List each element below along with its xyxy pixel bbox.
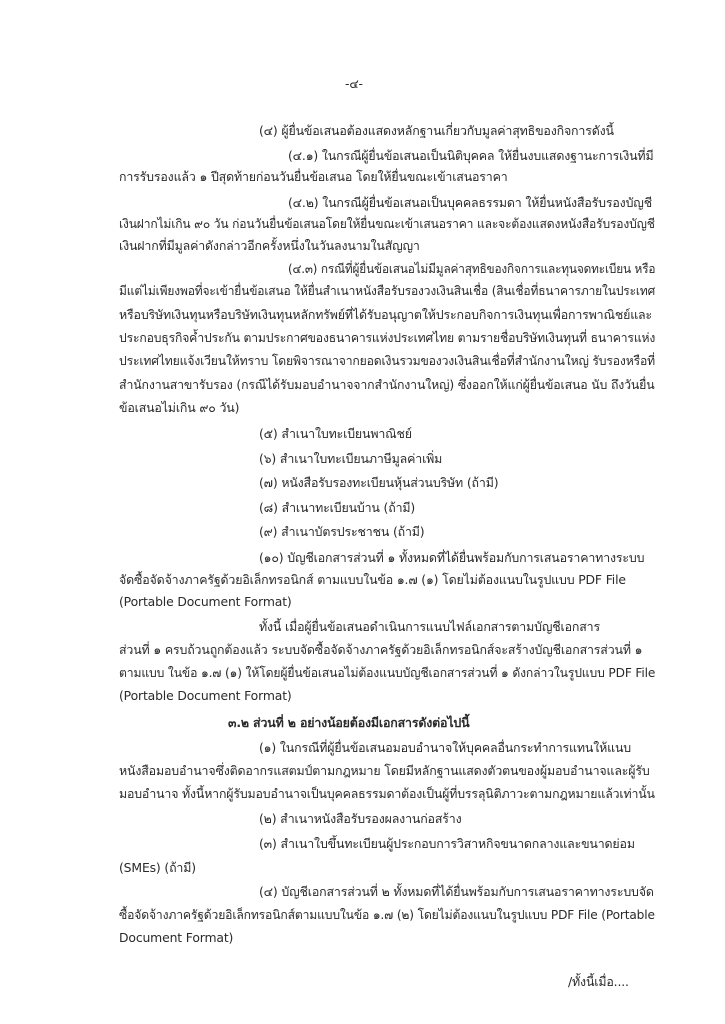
paragraph-line: ส่วนที่ ๑ ครบถ้วนถูกต้องแล้ว ระบบจัดซื้อจัดจ้างภาครัฐด้วยอิเล็กทรอนิกส์จะสร้างบัญชีเอกสารส่วนที่ ๑ <box>119 642 643 657</box>
paragraph-line: ซื้อจัดจ้างภาครัฐด้วยอิเล็กทรอนิกส์ตามแบบในข้อ ๑.๗ (๒) โดยไม่ต้องแนบในรูปแบบ PDF File (Portable <box>119 907 655 922</box>
list-item: (๖) สำเนาใบทะเบียนภาษีมูลค่าเพิ่ม <box>259 451 443 466</box>
paragraph-line: การรับรองแล้ว ๑ ปีสุดท้ายก่อนวันยื่นข้อเสนอ โดยให้ยื่นขณะเข้าเสนอราคา <box>119 169 508 184</box>
paragraph-line: ทั้งนี้ เมื่อผู้ยื่นข้อเสนอดำเนินการแนบไฟล์เอกสารตามบัญชีเอกสาร <box>259 619 600 634</box>
paragraph-line: (๔.๑) ในกรณีผู้ยื่นข้อเสนอเป็นนิติบุคคล ให้ยื่นงบแสดงฐานะการเงินที่มี <box>288 148 654 163</box>
paragraph-line: เงินฝากที่มีมูลค่าดังกล่าวอีกครั้งหนึ่งในวันลงนามในสัญญา <box>119 238 420 253</box>
paragraph-line: (๔.๒) ในกรณีผู้ยื่นข้อเสนอเป็นบุคคลธรรมดา ให้ยื่นหนังสือรับรองบัญชี <box>288 195 652 210</box>
list-item: (๒) สำเนาหนังสือรับรองผลงานก่อสร้าง <box>259 811 462 826</box>
section-heading: ๓.๒ ส่วนที่ ๒ อย่างน้อยต้องมีเอกสารดังต่อไปนี้ <box>228 715 470 730</box>
list-item: (๓) สำเนาใบขึ้นทะเบียนผู้ประกอบการวิสาหกิจขนาดกลางและขนาดย่อม <box>259 836 635 851</box>
paragraph-line: ข้อเสนอไม่เกิน ๙๐ วัน) <box>119 400 240 415</box>
paragraph-line: ประกอบธุรกิจค้ำประกัน ตามประกาศของธนาคารแห่งประเทศไทย ตามรายชื่อบริษัทเงินทุนที่ ธนาคารแห่ง <box>119 330 656 345</box>
paragraph-line: หนังสือมอบอำนาจซึ่งติดอากรแสตมป์ตามกฎหมาย โดยมีหลักฐานแสดงตัวตนของผู้มอบอำนาจและผู้รับ <box>119 763 650 778</box>
paragraph-line: (๔.๓) กรณีที่ผู้ยื่นข้อเสนอไม่มีมูลค่าสุทธิของกิจการและทุนจดทะเบียน หรือ <box>288 261 656 276</box>
paragraph-line: (๑๐) บัญชีเอกสารส่วนที่ ๑ ทั้งหมดที่ได้ยื่นพร้อมกับการเสนอราคาทางระบบ <box>259 550 645 565</box>
paragraph-line: (๔) ผู้ยื่นข้อเสนอต้องแสดงหลักฐานเกี่ยวกับมูลค่าสุทธิของกิจการดังนี้ <box>259 123 614 138</box>
list-item: (๘) สำเนาทะเบียนบ้าน (ถ้ามี) <box>259 500 416 515</box>
paragraph-line: (๑) ในกรณีที่ผู้ยื่นข้อเสนอมอบอำนาจให้บุคคลอื่นกระทำการแทนให้แนบ <box>259 740 632 755</box>
list-item: (๕) สำเนาใบทะเบียนพาณิชย์ <box>259 426 412 441</box>
paragraph-line: สำนักงานสาขารับรอง (กรณีได้รับมอบอำนาจจากสำนักงานใหญ่) ซึ่งออกให้แก่ผู้ยื่นข้อเสนอ นับ ถึงวันยื่น <box>119 377 655 392</box>
paragraph-line: มีแต่ไม่เพียงพอที่จะเข้ายื่นข้อเสนอ ให้ยื่นสำเนาหนังสือรับรองวงเงินสินเชื่อ (สินเชื่อที่ธนาคารภายในประเทศ <box>119 283 656 298</box>
paragraph-line: หรือบริษัทเงินทุนหรือบริษัทเงินทุนหลักทรัพย์ที่ได้รับอนุญาตให้ประกอบกิจการเงินทุนเพื่อการพาณิชย์และ <box>119 307 652 322</box>
paragraph-line: ประเทศไทยแจ้งเวียนให้ทราบ โดยพิจารณาจากยอดเงินรวมของวงเงินสินเชื่อที่สำนักงานใหญ่ รับรองหรือที่ <box>119 353 656 368</box>
paragraph-line: Document Format) <box>119 930 234 945</box>
paragraph-line: (Portable Document Format) <box>119 594 292 609</box>
list-item: (๙) สำเนาบัตรประชาชน (ถ้ามี) <box>259 524 425 539</box>
paragraph-line: จัดซื้อจัดจ้างภาครัฐด้วยอิเล็กทรอนิกส์ ตามแบบในข้อ ๑.๗ (๑) โดยไม่ต้องแนบในรูปแบบ PDF File <box>119 572 626 587</box>
page-number: -๔- <box>345 76 363 91</box>
paragraph-line: ตามแบบ ในข้อ ๑.๗ (๑) ให้โดยผู้ยื่นข้อเสนอไม่ต้องแนบบัญชีเอกสารส่วนที่ ๑ ดังกล่าวในรูปแบบ PDF File <box>119 665 656 680</box>
paragraph-line: มอบอำนาจ ทั้งนี้หากผู้รับมอบอำนาจเป็นบุคคลธรรมดาต้องเป็นผู้ที่บรรลุนิติภาวะตามกฎหมายแล้วเท่านั้น <box>119 786 655 801</box>
paragraph-line: (Portable Document Format) <box>119 688 292 703</box>
continuation-note: /ทั้งนี้เมื่อ.... <box>568 974 629 989</box>
paragraph-line: (๔) บัญชีเอกสารส่วนที่ ๒ ทั้งหมดที่ได้ยื่นพร้อมกับการเสนอราคาทางระบบจัด <box>259 884 654 899</box>
paragraph-line: เงินฝากไม่เกิน ๙๐ วัน ก่อนวันยื่นข้อเสนอโดยให้ยื่นขณะเข้าเสนอราคา และจะต้องแสดงหนังสือรับรองบัญชี <box>119 216 655 231</box>
list-item: (๗) หนังสือรับรองทะเบียนหุ้นส่วนบริษัท (ถ้ามี) <box>259 475 499 490</box>
paragraph-line: (SMEs) (ถ้ามี) <box>119 860 196 875</box>
